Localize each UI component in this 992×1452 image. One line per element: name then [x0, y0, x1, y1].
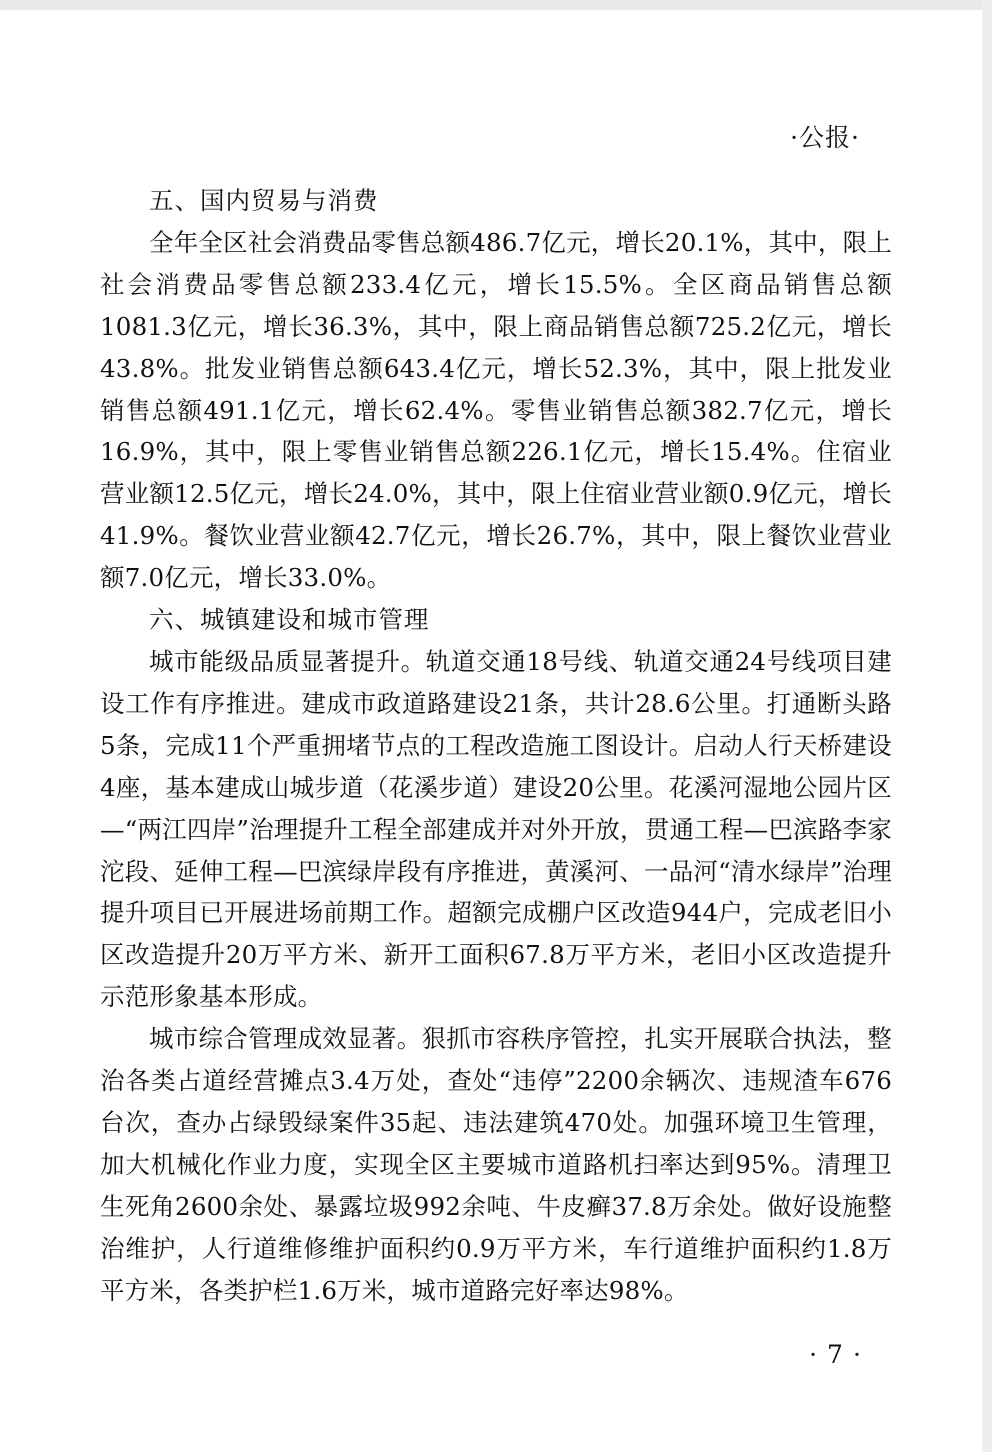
paragraph-urban-quality: 城市能级品质显著提升。轨道交通18号线、轨道交通24号线项目建设工作有序推进。建成市政道路建设21条，共计28.6公里。打通断头路5条，完成11个严重拥堵节点的工程改造施工图设计。启动人行天桥建设4座，基本建成山城步道（花溪步道）建设20公里。花溪河湿地公园片区—“两江四岸”治理提升工程全部建成并对外开放，贯通工程—巴滨路李家沱段、延伸工程—巴滨绿岸段有序推进，黄溪河、一品河“清水绿岸”治理提升项目已开展进场前期工作。超额完成棚户区改造944户，完成老旧小区改造提升20万平方米、新开工面积67.8万平方米，老旧小区改造提升示范形象基本形成。: [100, 646, 892, 1012]
paragraph-trade: 全年全区社会消费品零售总额486.7亿元，增长20.1%，其中，限上社会消费品零售总额233.4亿元，增长15.5%。全区商品销售总额1081.3亿元，增长36.3%，其中，限上商品销售总额725.2亿元，增长43.8%。批发业销售总额643.4亿元，增长52.3%，其中，限上批发业销售总额491.1亿元，增长62.4%。零售业销售总额382.7亿元，增长16.9%，其中，限上零售业销售总额226.1亿元，增长15.4%。住宿业营业额12.5亿元，增长24.0%，其中，限上住宿业营业额0.9亿元，增长41.9%。餐饮业营业额42.7亿元，增长26.7%，其中，限上餐饮业营业额7.0亿元，增长33.0%。: [100, 227, 892, 593]
paragraph-urban-management: 城市综合管理成效显著。狠抓市容秩序管控，扎实开展联合执法，整治各类占道经营摊点3.4万处，查处“违停”2200余辆次、违规渣车676台次，查办占绿毁绿案件35起、违法建筑470处。加强环境卫生管理，加大机械化作业力度，实现全区主要城市道路机扫率达到95%。清理卫生死角2600余处、暴露垃圾992余吨、牛皮癣37.8万余处。做好设施整治维护，人行道维修维护面积约0.9万平方米，车行道维护面积约1.8万平方米，各类护栏1.6万米，城市道路完好率达98%。: [100, 1024, 892, 1305]
running-header: ·公报·: [790, 123, 860, 152]
section-heading-urban: 六、城镇建设和城市管理: [149, 605, 430, 635]
body-text: [100, 180, 892, 1311]
scan-edge-top: [0, 0, 992, 10]
scan-edge-right: [982, 0, 992, 1452]
page-number: ·7·: [809, 1340, 871, 1369]
section-heading-trade: 五、国内贸易与消费: [149, 186, 379, 215]
